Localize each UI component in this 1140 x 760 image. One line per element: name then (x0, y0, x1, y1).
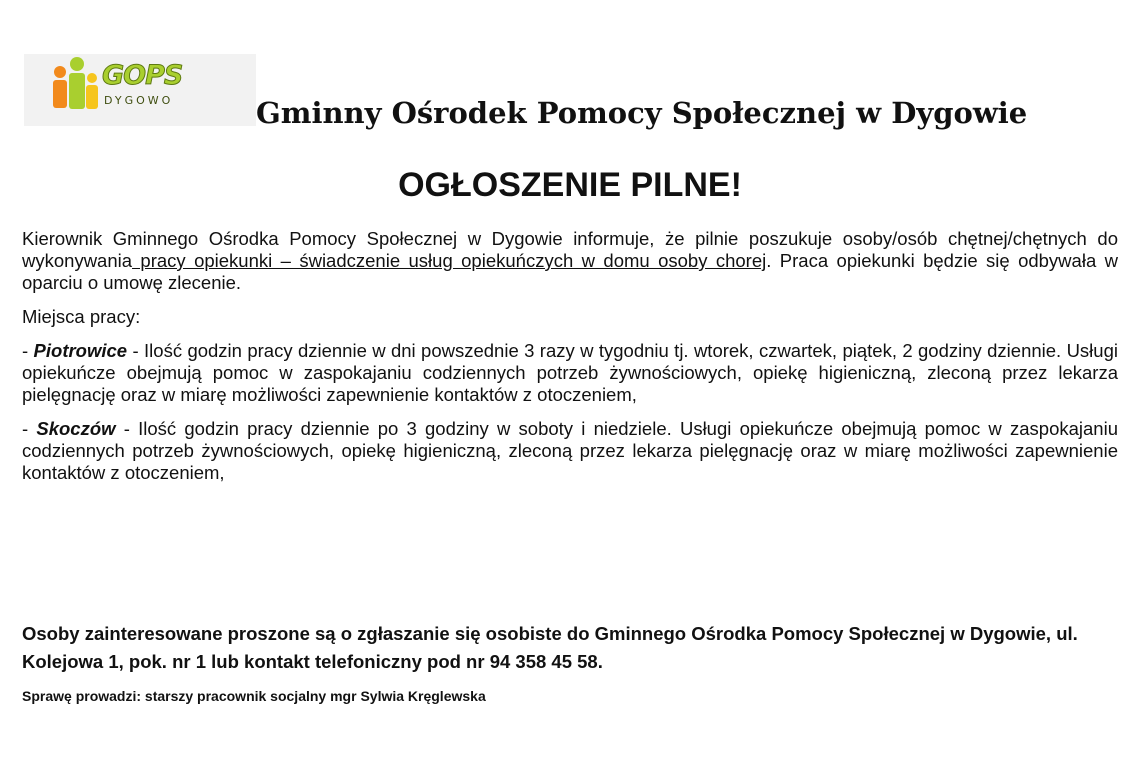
family-figures-icon (44, 54, 106, 126)
workplace-item (22, 418, 1118, 484)
workplace-description: - Ilość godzin pracy dziennie po 3 godziny w soboty i niedziele. Usługi opiekuńcze obejmują pomoc w zaspokajaniu codziennych potrzeb żywnościowych, opiekę higieniczną, zleconą przez lekarza pielęgnację oraz w miarę możliwości zapewnienie kontaktów z otoczeniem, (22, 418, 1118, 483)
intro-text-end: . Praca opiekunki będzie się odbywała w oparciu o umowę zlecenie. (22, 250, 1118, 293)
workplace-dash: - (22, 340, 34, 361)
signature-line: Sprawę prowadzi: starszy pracownik socjalny mgr Sylwia Kręglewska (22, 688, 486, 704)
job-description-underlined: pracy opiekunki – świadczenie usług opiekuńczych w domu osoby chorej (132, 250, 767, 271)
gops-logo (24, 54, 256, 126)
logo-wordmark: GOPS (102, 60, 183, 91)
workplace-dash: - (22, 418, 37, 439)
organization-name: Gminny Ośrodek Pomocy Społecznej w Dygowie (256, 96, 1028, 130)
workplace-item (22, 340, 1118, 406)
intro-text: Kierownik Gminnego Ośrodka Pomocy Społecznej w Dygowie informuje, że pilnie poszukuje osoby/osób chętnej/chętnych do wykonywania (22, 228, 1118, 271)
workplace-name: Skoczów (36, 418, 116, 439)
workplaces-heading: Miejsca pracy: (22, 306, 141, 327)
contact-info (22, 620, 1118, 676)
workplace-description: - Ilość godzin pracy dziennie w dni powszednie 3 razy w tygodniu tj. wtorek, czwartek, piątek, 2 godziny dziennie. Usługi opiekuńcze obejmują pomoc w zaspokajaniu codziennych potrzeb żywnościowych, opiekę higieniczną, zleconą przez lekarza pielęgnację oraz w miarę możliwości zapewnienie kontaktów z otoczeniem, (22, 340, 1118, 405)
intro-paragraph (22, 228, 1118, 294)
notice-title: OGŁOSZENIE PILNE! (398, 166, 742, 204)
workplace-name: Piotrowice (33, 340, 128, 361)
notice-body (22, 228, 1118, 484)
contact-text: Osoby zainteresowane proszone są o zgłaszanie się osobiste do Gminnego Ośrodka Pomocy Społecznej w Dygowie, ul. Kolejowa 1, pok. nr 1 lub kontakt telefoniczny pod nr 94 358 45 58. (22, 623, 1078, 672)
logo-subtext: DYGOWO (104, 94, 174, 107)
